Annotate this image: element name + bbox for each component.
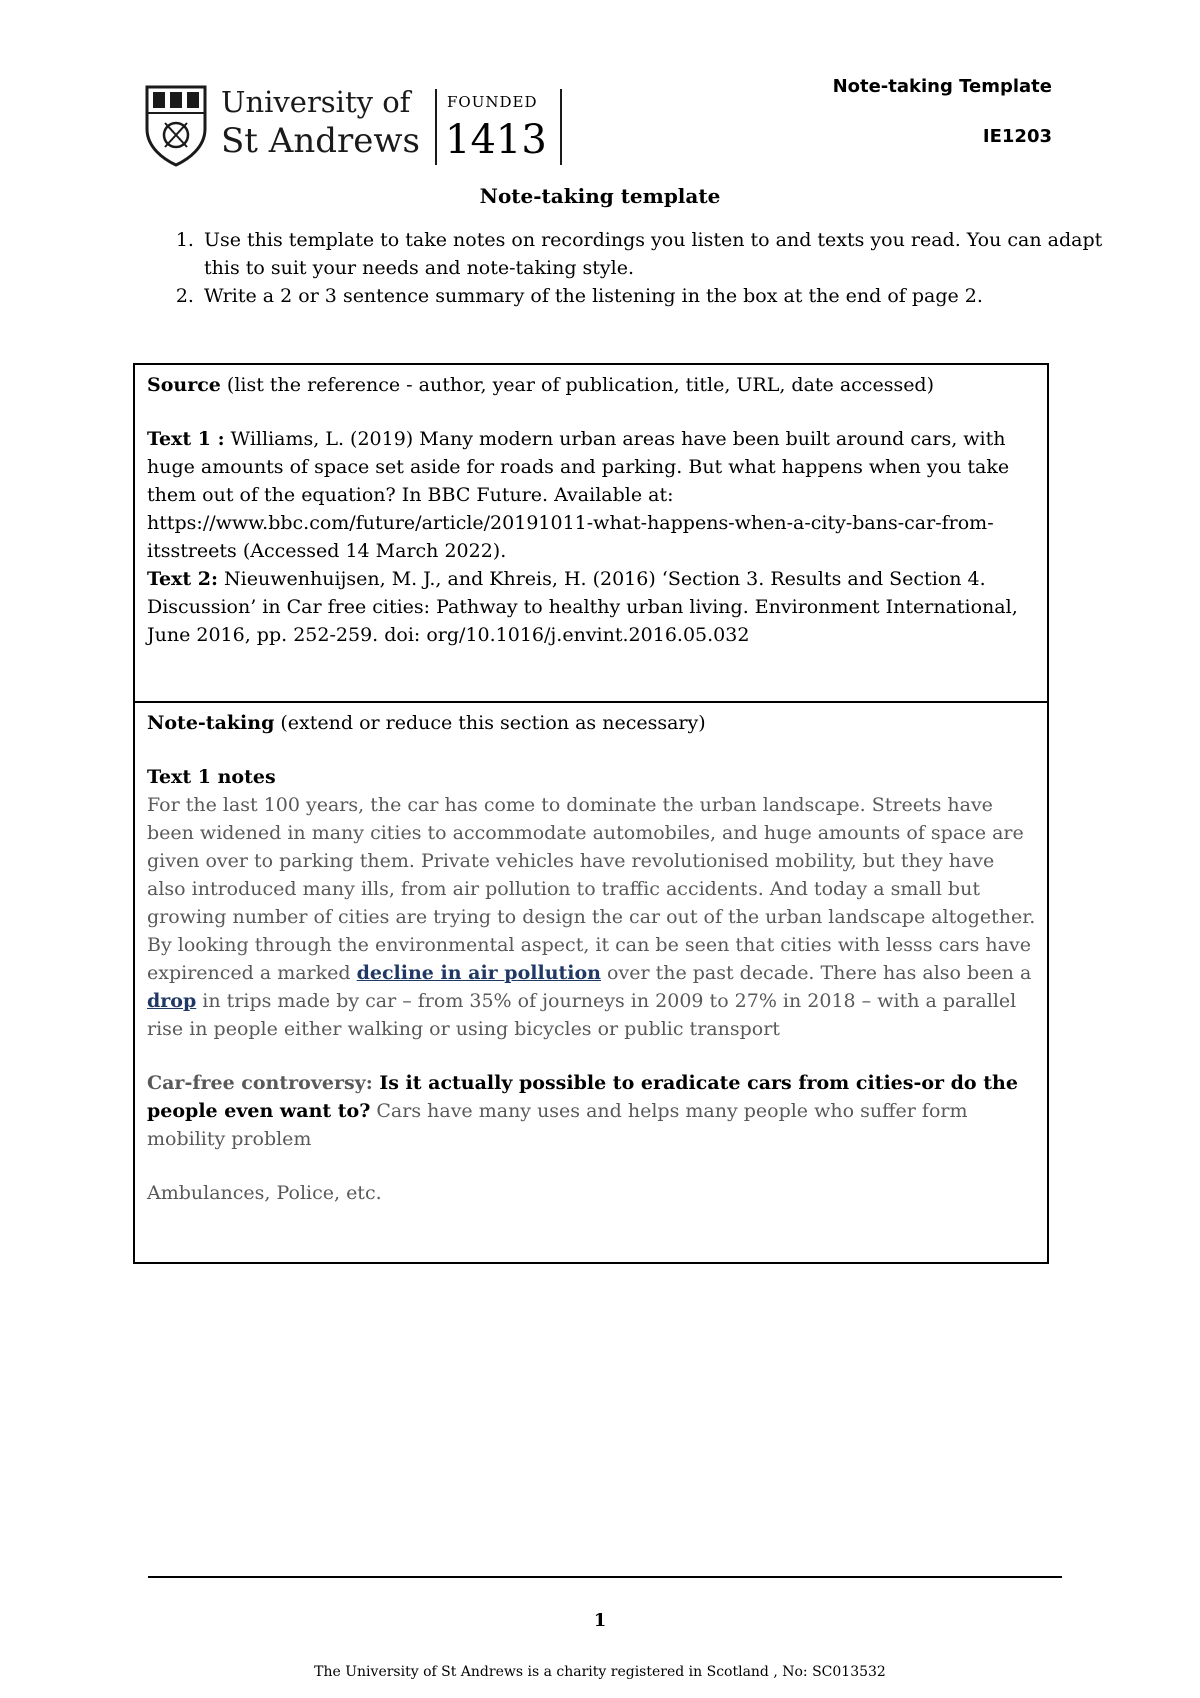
charity-notice: The University of St Andrews is a charity registered in Scotland , No: SC013532 [314,1664,886,1680]
controversy-question: Is it actually possible to eradicate cars from cities-or do the people even want to? [147,1072,1018,1122]
source-heading-note: (list the reference - author, year of publication, title, URL, date accessed) [220,374,935,396]
notes-heading: Note-taking [147,712,275,734]
text1-notes-heading: Text 1 notes [147,766,276,788]
source-text2 [147,565,1037,649]
instruction-item: 1. Use this template to take notes on recordings you listen to and texts you read. You can adapt this to suit your needs and note-taking style. [200,226,1120,282]
instruction-list [150,226,1120,310]
text1-reference: Williams, L. (2019) Many modern urban areas have been built around cars, with huge amounts of space set aside for roads and parking. But what happens when you take them out of the equation? In BBC Future. Available at: https://www.bbc.com/future/article/20191011-what-happens-when-a-city-bans-car-from-itsstreets (Accessed 14 March 2022). [147,428,1010,562]
notes-heading-note: (extend or reduce this section as necessary) [274,712,706,734]
page-number: 1 [593,1610,607,1631]
controversy-paragraph [147,1069,1037,1153]
instruction-item: 2. Write a 2 or 3 sentence summary of the listening in the box at the end of page 2. [200,282,1120,310]
logo-founded-year: 1413 [445,117,547,163]
source-heading-line [147,371,1037,399]
crest-icon [143,83,209,167]
doc-type-label: Note-taking Template [832,76,1052,97]
logo-university-of: University of [221,85,411,119]
text1-label: Text 1 : [147,428,225,450]
air-pollution-link[interactable]: decline in air pollution [356,962,601,984]
drop-link[interactable]: drop [147,990,197,1012]
source-heading: Source [147,374,221,396]
logo-founded-label: FOUNDED [447,93,538,111]
para2-middle: over the past decade. There has also been a [601,962,1032,984]
notes-heading-line [147,709,1037,737]
logo-st-andrews: St Andrews [221,121,420,161]
text2-label: Text 2: [147,568,218,590]
source-box [133,363,1049,703]
para2-start: By looking through the environmental aspect, it can be seen that cities with lesss cars have expirenced a marked [147,934,1031,984]
footer-divider [148,1576,1062,1578]
notes-paragraph-2 [147,931,1037,1043]
logo-divider-end [560,89,562,165]
university-logo [143,83,583,169]
controversy-answer: Cars have many uses and helps many people who suffer form mobility problem [147,1100,968,1150]
examples-line: Ambulances, Police, etc. [147,1182,382,1204]
page-title: Note-taking template [479,184,721,208]
course-code: IE1203 [982,126,1052,147]
source-text1 [147,425,1037,565]
controversy-label: Car-free controversy: [147,1072,373,1094]
notes-box [133,701,1049,1264]
notes-paragraph-1: For the last 100 years, the car has come to dominate the urban landscape. Streets have been widened in many cities to accommodate automobiles, and huge amounts of space are given over to parking them. Private vehicles have revolutionised mobility, but they have also introduced many ills, from air pollution to traffic accidents. And today a small but growing number of cities are trying to design the car out of the urban landscape altogether. [147,794,1036,928]
text2-reference: Nieuwenhuijsen, M. J., and Khreis, H. (2016) ‘Section 3. Results and Section 4. Discussion’ in Car free cities: Pathway to healthy urban living. Environment International, June 2016, pp. 252-259. doi: org/10.1016/j.envint.2016.05.032 [147,568,1018,646]
para2-end: in trips made by car – from 35% of journeys in 2009 to 27% in 2018 – with a parallel rise in people either walking or using bicycles or public transport [147,990,1017,1040]
logo-divider [435,89,437,165]
